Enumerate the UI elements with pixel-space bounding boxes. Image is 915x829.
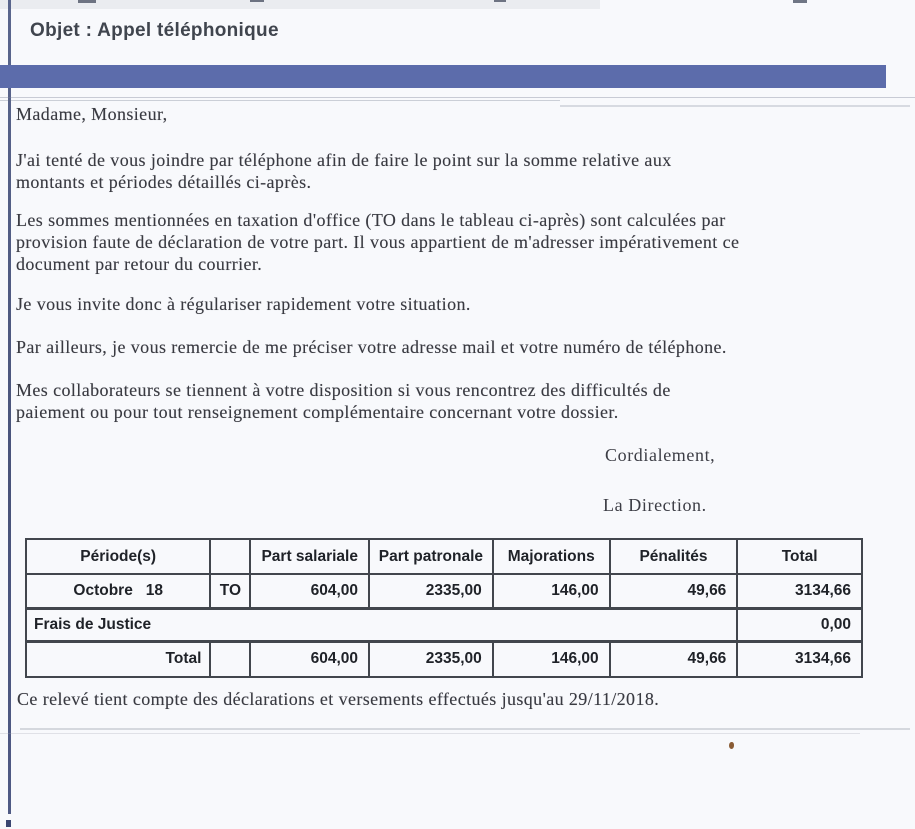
paragraph — [16, 379, 739, 423]
scan-artifact-speck — [729, 742, 734, 749]
scan-artifact-line — [0, 100, 560, 101]
scan-artifact-streak — [20, 728, 910, 730]
majorations-cell: 146,00 — [493, 574, 610, 608]
total-majorations-cell: 146,00 — [493, 641, 610, 677]
col-header-part-patronale: Part patronale — [369, 539, 493, 574]
letter-line: Par ailleurs, je vous remercie de me préciser votre adresse mail et votre numéro de téléphone. — [16, 337, 727, 357]
total-label-cell: Total — [26, 641, 210, 677]
part-salariale-cell: 604,00 — [250, 574, 369, 608]
total-cell: 3134,66 — [737, 574, 862, 608]
table-header-row — [26, 539, 862, 574]
col-header-periode: Période(s) — [26, 539, 210, 574]
col-header-code — [210, 539, 250, 574]
total-part-patronale-cell: 2335,00 — [369, 641, 493, 677]
letter-line: provision faute de déclaration de votre part. Il vous appartient de m'adresser impérativement ce — [16, 232, 740, 252]
scan-artifact-line — [0, 97, 915, 98]
code-cell: TO — [210, 574, 250, 608]
letter-line: Madame, Monsieur, — [16, 104, 168, 124]
col-header-total: Total — [737, 539, 862, 574]
frais-total-cell: 0,00 — [737, 608, 862, 641]
subject-line: Objet : Appel téléphonique — [30, 20, 279, 41]
table-row-octobre — [26, 574, 862, 608]
total-part-salariale-cell: 604,00 — [250, 641, 369, 677]
salutation — [16, 103, 739, 125]
header-divider-bar — [0, 65, 886, 88]
scan-artifact-dash — [78, 0, 96, 3]
periode-cell: Octobre 18 — [26, 574, 210, 608]
col-header-penalites: Pénalités — [610, 539, 738, 574]
col-header-part-salariale: Part salariale — [250, 539, 369, 574]
letter-line: Les sommes mentionnées en taxation d'office (TO dans le tableau ci-après) sont calculées par — [16, 210, 726, 230]
table-row-total — [26, 641, 862, 677]
scan-artifact-left-margin-line — [8, 0, 11, 814]
scan-artifact-left-margin-tick — [6, 820, 11, 827]
paragraph — [16, 209, 739, 275]
table-row-frais-de-justice — [26, 608, 862, 641]
col-header-majorations: Majorations — [493, 539, 610, 574]
letter-line: paiement ou pour tout renseignement complémentaire concernant votre dossier. — [16, 402, 619, 422]
letter-body — [16, 103, 739, 423]
total-penalites-cell: 49,66 — [610, 641, 738, 677]
letter-line: document par retour du courrier. — [16, 254, 263, 274]
letter-line: J'ai tenté de vous joindre par téléphone afin de faire le point sur la somme relative aux — [16, 150, 672, 170]
letter-line: montants et périodes détaillés ci-après. — [16, 172, 312, 192]
letter-line: Mes collaborateurs se tiennent à votre disposition si vous rencontrez des difficultés de — [16, 380, 671, 400]
footer-note: Ce relevé tient compte des déclarations et versements effectués jusqu'au 29/11/2018. — [17, 689, 660, 709]
scan-artifact-dash — [494, 0, 506, 2]
part-patronale-cell: 2335,00 — [369, 574, 493, 608]
paragraph — [16, 293, 739, 315]
scan-artifact-dash — [250, 0, 264, 2]
letter-line: Je vous invite donc à régulariser rapidement votre situation. — [16, 294, 471, 314]
paragraph — [16, 149, 739, 193]
scan-artifact-streak — [0, 733, 860, 734]
amounts-table — [25, 538, 863, 678]
penalites-cell: 49,66 — [610, 574, 738, 608]
empty-code-cell — [210, 641, 250, 677]
signature: La Direction. — [603, 495, 707, 515]
paragraph — [16, 336, 739, 358]
scan-artifact-dash — [793, 0, 807, 3]
frais-label-cell: Frais de Justice — [26, 608, 737, 641]
closing-formula: Cordialement, — [605, 445, 716, 465]
total-total-cell: 3134,66 — [737, 641, 862, 677]
